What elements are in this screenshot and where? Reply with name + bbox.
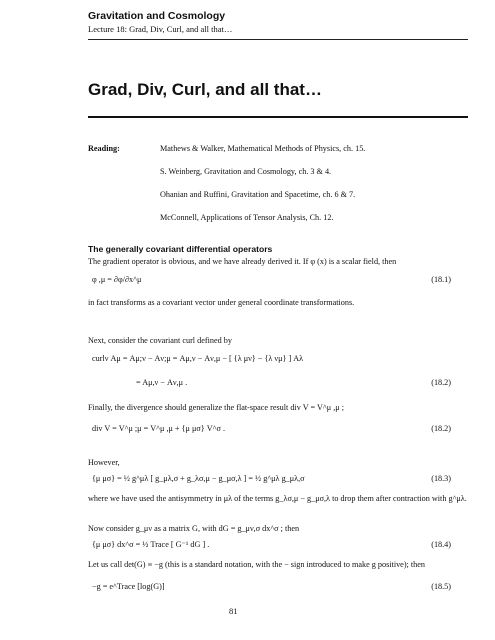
page-title: Grad, Div, Curl, and all that… (88, 80, 322, 99)
paragraph: where we have used the antisymmetry in μλ of the terms g_λσ,μ − g_μσ,λ to drop them after contraction with g^μλ. (88, 494, 467, 503)
equation-18-3 (88, 474, 473, 488)
paragraph: However, (88, 458, 120, 467)
paragraph: Now consider g_μν as a matrix G, with dG = g_μν,σ dx^σ ; then (88, 524, 300, 533)
equation-number: (18.3) (431, 474, 451, 483)
equation-divergence (88, 424, 473, 438)
equation-body: div V = V^μ ;μ = V^μ ,μ + {μ μσ} V^σ . (92, 424, 226, 433)
reading-item: Ohanian and Ruffini, Gravitation and Spacetime, ch. 6 & 7. (160, 190, 356, 199)
equation-body: curlν Aμ = Aμ;ν − Aν;μ = Aμ,ν − Aν,μ − [ {λ μν} − {λ νμ} ] Aλ (92, 354, 304, 363)
reading-item: Mathews & Walker, Mathematical Methods of Physics, ch. 15. (160, 144, 366, 153)
equation-body: {μ μσ} = ½ g^μλ [ g_μλ,σ + g_λσ,μ − g_μσ,λ ] = ½ g^μλ g_μλ,σ (92, 474, 305, 483)
equation-body: φ ,μ = ∂φ/∂x^μ (92, 275, 142, 284)
section-heading: The generally covariant differential operators (88, 244, 273, 254)
paragraph: Next, consider the covariant curl defined by (88, 336, 232, 345)
equation-number: (18.4) (431, 540, 451, 549)
header-rule (88, 39, 468, 40)
paragraph: in fact transforms as a covariant vector under general coordinate transformations. (88, 298, 355, 307)
equation-18-5 (88, 582, 473, 596)
header-subtitle: Lecture 18: Grad, Div, Curl, and all that… (88, 24, 233, 34)
reading-label: Reading: (88, 144, 120, 153)
reading-item: McConnell, Applications of Tensor Analysis, Ch. 12. (160, 213, 334, 222)
paragraph: Finally, the divergence should generalize the flat-space result div V = V^μ ,μ ; (88, 403, 344, 412)
equation-number: (18.2) (431, 378, 451, 387)
equation-18-1 (88, 275, 473, 289)
page-number: 81 (229, 606, 238, 616)
equation-number: (18.1) (431, 275, 451, 284)
reading-item: S. Weinberg, Gravitation and Cosmology, ch. 3 & 4. (160, 167, 332, 176)
equation-curl (88, 354, 473, 368)
equation-body: {μ μσ} dx^σ = ½ Trace [ G⁻¹ dG ] . (92, 540, 210, 549)
paragraph: Let us call det(G) ≡ −g (this is a standard notation, with the − sign introduced to make g positive); then (88, 560, 425, 569)
equation-18-2 (88, 378, 473, 392)
equation-body: −g = e^Trace [log(G)] (92, 582, 165, 591)
title-rule (88, 116, 468, 118)
header-title: Gravitation and Cosmology (88, 10, 226, 22)
equation-number: (18.2) (431, 424, 451, 433)
equation-18-4 (88, 540, 473, 554)
equation-body: = Aμ,ν − Aν,μ . (136, 378, 188, 387)
equation-number: (18.5) (431, 582, 451, 591)
paragraph: The gradient operator is obvious, and we have already derived it. If φ (x) is a scalar field, then (88, 257, 397, 266)
